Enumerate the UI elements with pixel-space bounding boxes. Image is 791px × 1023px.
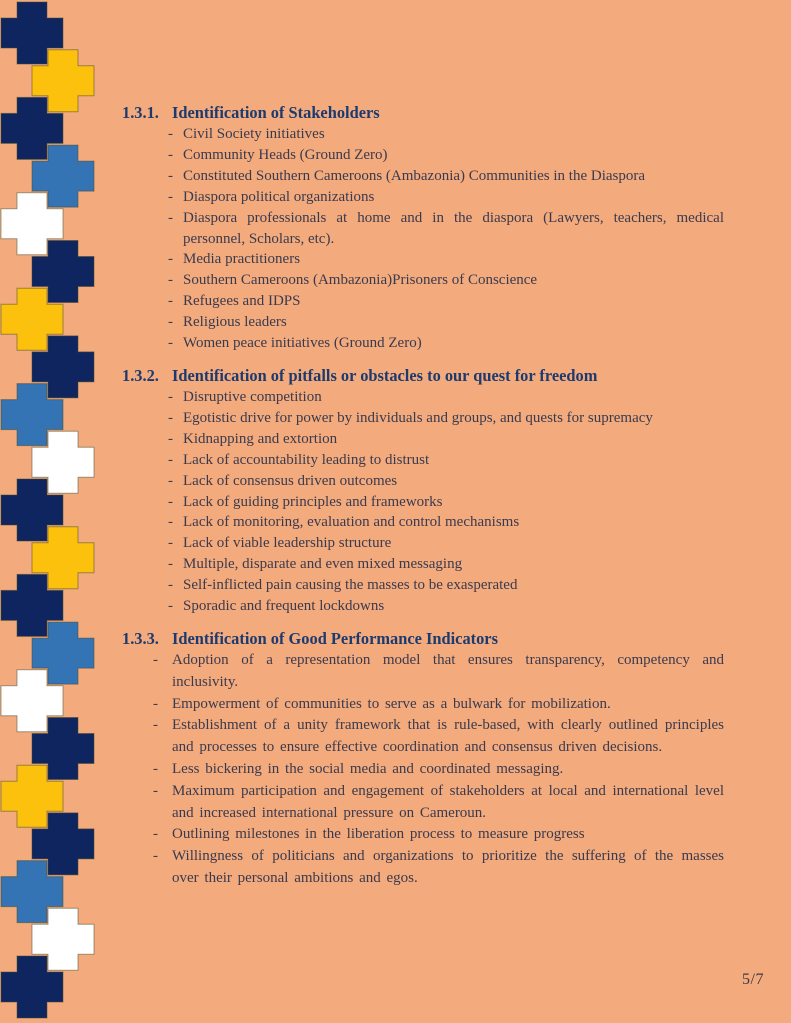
- dash-marker: -: [153, 651, 158, 668]
- section-1-3-3: [122, 628, 724, 890]
- list-item-text: Media practitioners: [183, 251, 301, 268]
- list-item-text: Diaspora political organizations: [183, 188, 375, 205]
- list-item: [153, 846, 724, 890]
- list-item: [168, 554, 724, 575]
- section-number: 1.3.3.: [122, 628, 159, 648]
- list-item: [168, 596, 724, 617]
- decorative-cross-border: [0, 0, 110, 1023]
- dash-marker: -: [153, 760, 158, 777]
- list-item-text: Lack of monitoring, evaluation and control mechanisms: [183, 514, 520, 531]
- section-heading: [122, 365, 724, 386]
- list-item: [168, 166, 724, 187]
- document-content: [122, 102, 724, 901]
- section-title: Identification of pitfalls or obstacles to our quest for freedom: [172, 365, 598, 385]
- list-item: [168, 575, 724, 596]
- list-item-text: Willingness of politicians and organizations to prioritize the suffering of the masses over their personal ambitions and egos.: [172, 848, 724, 886]
- dash-marker: -: [168, 535, 173, 552]
- section-item-list: [122, 387, 724, 617]
- section-item-list: [122, 124, 724, 354]
- dash-marker: -: [168, 598, 173, 615]
- list-item: [153, 694, 724, 716]
- list-item: [168, 291, 724, 312]
- dash-marker: -: [168, 167, 173, 184]
- section-number: 1.3.2.: [122, 365, 159, 385]
- list-item-text: Disruptive competition: [183, 388, 322, 405]
- list-item-text: Empowerment of communities to serve as a bulwark for mobilization.: [172, 695, 611, 712]
- list-item: [168, 512, 724, 533]
- section-1-3-2: [122, 365, 724, 617]
- dash-marker: -: [168, 126, 173, 142]
- list-item: [168, 333, 724, 354]
- section-title: Identification of Stakeholders: [172, 103, 380, 122]
- section-1-3-1: [122, 102, 724, 354]
- list-item-text: Less bickering in the social media and coordinated messaging.: [172, 760, 564, 777]
- list-item: [168, 124, 724, 145]
- dash-marker: -: [168, 409, 173, 426]
- list-item-text: Establishment of a unity framework that is rule-based, with clearly outlined principles and processes to ensure effective coordination and consensus driven decisions.: [172, 717, 724, 756]
- dash-marker: -: [153, 782, 158, 799]
- list-item: [153, 781, 724, 825]
- dash-marker: -: [168, 577, 173, 594]
- list-item: [168, 187, 724, 208]
- dash-marker: -: [168, 472, 173, 489]
- dash-marker: -: [168, 314, 173, 331]
- dash-marker: -: [168, 388, 173, 405]
- dash-marker: -: [168, 451, 173, 468]
- dash-marker: -: [168, 209, 173, 226]
- list-item-text: Adoption of a representation model that ensures transparency, competency and inclusivity.: [172, 651, 724, 690]
- list-item: [168, 429, 724, 450]
- dash-marker: -: [153, 826, 158, 843]
- dash-marker: -: [168, 493, 173, 510]
- list-item-text: Multiple, disparate and even mixed messaging: [183, 556, 463, 573]
- list-item: [168, 249, 724, 270]
- dash-marker: -: [153, 717, 158, 734]
- list-item-text: Self-inflicted pain causing the masses to be exasperated: [183, 577, 518, 594]
- list-item: [168, 471, 724, 492]
- section-item-list: [122, 650, 724, 890]
- list-item: [168, 533, 724, 554]
- dash-marker: -: [153, 695, 158, 712]
- list-item-text: Maximum participation and engagement of stakeholders at local and international level and increased international pressure on Cameroun.: [172, 782, 724, 821]
- list-item: [153, 715, 724, 759]
- list-item: [168, 450, 724, 471]
- list-item-text: Lack of consensus driven outcomes: [183, 472, 398, 489]
- dash-marker: -: [168, 430, 173, 447]
- list-item: [168, 312, 724, 333]
- page-number: 5/7: [742, 971, 764, 988]
- list-item-text: Southern Cameroons (Ambazonia)Prisoners of Conscience: [183, 272, 538, 289]
- section-number: 1.3.1.: [122, 103, 159, 122]
- list-item-text: Egotistic drive for power by individuals and groups, and quests for supremacy: [183, 409, 653, 426]
- list-item-text: Refugees and IDPS: [183, 293, 301, 310]
- dash-marker: -: [168, 335, 173, 352]
- list-item-text: Kidnapping and extortion: [183, 430, 338, 447]
- dash-marker: -: [168, 272, 173, 289]
- dash-marker: -: [168, 293, 173, 310]
- dash-marker: -: [168, 251, 173, 268]
- list-item-text: Lack of viable leadership structure: [183, 535, 392, 552]
- list-item-text: Lack of accountability leading to distrust: [183, 451, 430, 468]
- list-item-text: Community Heads (Ground Zero): [183, 146, 388, 163]
- section-heading: [122, 628, 724, 649]
- list-item-text: Diaspora professionals at home and in the diaspora (Lawyers, teachers, medical personnel, Scholars, etc).: [183, 209, 724, 247]
- list-item: [168, 387, 724, 408]
- list-item-text: Lack of guiding principles and frameworks: [183, 493, 443, 510]
- section-heading: [122, 102, 724, 123]
- dash-marker: -: [168, 514, 173, 531]
- dash-marker: -: [168, 556, 173, 573]
- list-item: [153, 824, 724, 846]
- list-item: [153, 759, 724, 781]
- list-item: [168, 408, 724, 429]
- dash-marker: -: [168, 146, 173, 163]
- list-item: [168, 270, 724, 291]
- list-item-text: Civil Society initiatives: [183, 126, 325, 142]
- list-item: [168, 492, 724, 513]
- dash-marker: -: [153, 848, 158, 865]
- list-item-text: Sporadic and frequent lockdowns: [183, 598, 385, 615]
- dash-marker: -: [168, 188, 173, 205]
- list-item-text: Religious leaders: [183, 314, 287, 331]
- list-item-text: Constituted Southern Cameroons (Ambazonia) Communities in the Diaspora: [183, 167, 646, 184]
- list-item-text: Women peace initiatives (Ground Zero): [183, 335, 422, 352]
- list-item: [168, 208, 724, 250]
- list-item: [168, 145, 724, 166]
- list-item: [153, 650, 724, 694]
- list-item-text: Outlining milestones in the liberation process to measure progress: [172, 826, 585, 843]
- section-title: Identification of Good Performance Indicators: [172, 628, 498, 648]
